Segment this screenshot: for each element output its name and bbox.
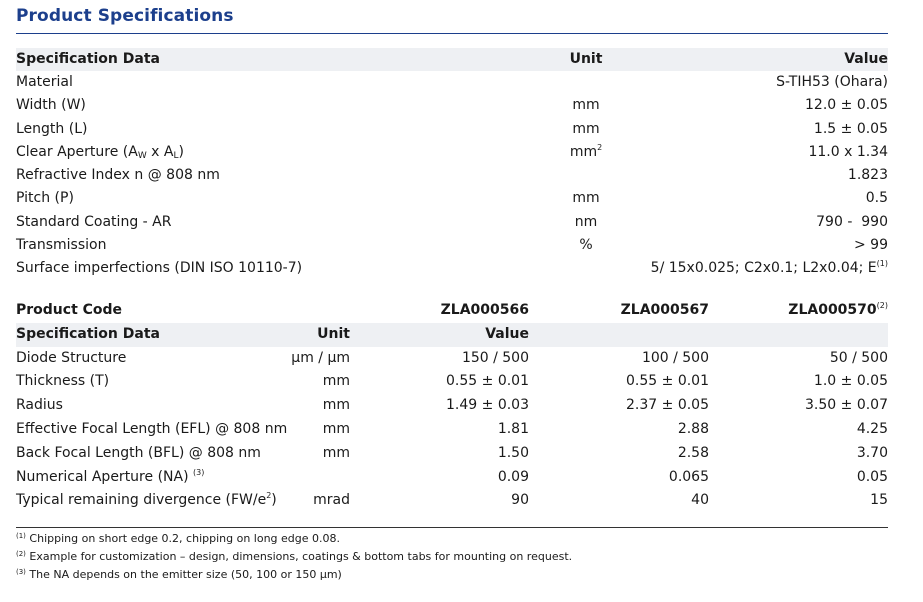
unit-superscript: 2 — [597, 143, 603, 152]
spec-label: Refractive Index n @ 808 nm — [16, 167, 220, 183]
product-row-divergence — [16, 489, 888, 512]
spec-value: 0.5 — [865, 190, 888, 206]
footnote-text: Chipping on short edge 0.2, chipping on long edge 0.08. — [29, 532, 341, 545]
product-row-efl — [16, 418, 888, 441]
product-unit: mm — [322, 421, 350, 437]
spec-value: 11.0 x 1.34 — [808, 144, 888, 160]
spec-row-pitch — [16, 187, 888, 210]
product-code-3 — [788, 299, 888, 322]
spec-value: 12.0 ± 0.05 — [805, 97, 888, 113]
title-divider — [16, 33, 888, 34]
product-unit: µm / µm — [291, 350, 350, 366]
product-label — [16, 489, 277, 512]
product-header-unit: Unit — [317, 326, 350, 342]
product-value-3: 15 — [870, 492, 888, 508]
footnote-mark: (1) — [16, 532, 26, 540]
footnote-text: Example for customization – design, dimensions, coatings & bottom tabs for mounting on request. — [29, 550, 573, 563]
spec-unit: % — [579, 237, 593, 253]
product-value-3: 1.0 ± 0.05 — [813, 373, 888, 389]
product-label — [16, 466, 204, 489]
product-row-na — [16, 466, 888, 489]
spec-label: Surface imperfections (DIN ISO 10110-7) — [16, 260, 303, 276]
footnotes-divider — [16, 527, 888, 528]
product-value-1: 0.55 ± 0.01 — [446, 373, 529, 389]
product-value-1: 1.49 ± 0.03 — [446, 397, 529, 413]
spec-row-surface — [16, 257, 888, 280]
unit-base: mm — [569, 144, 598, 160]
label-subscript-l: L — [173, 151, 179, 161]
spec-row-transmission — [16, 234, 888, 257]
product-code-row — [16, 299, 888, 322]
product-value-2: 0.065 — [668, 469, 709, 485]
label-part: Clear Aperture (A — [16, 144, 138, 160]
spec-value: 1.5 ± 0.05 — [813, 121, 888, 137]
product-header-label: Specification Data — [16, 326, 160, 342]
footnote-1 — [16, 532, 340, 546]
spec-unit: mm — [572, 97, 600, 113]
product-value-3: 3.50 ± 0.07 — [805, 397, 888, 413]
spec-header-row — [16, 48, 888, 71]
product-value-1: 150 / 500 — [461, 350, 529, 366]
product-value-2: 2.58 — [677, 445, 709, 461]
spec-header-label: Specification Data — [16, 51, 160, 67]
spec-label: Transmission — [16, 237, 107, 253]
product-code-1: ZLA000566 — [440, 302, 529, 318]
footnote-3 — [16, 568, 342, 582]
product-value-1: 1.81 — [497, 421, 529, 437]
product-value-3: 0.05 — [856, 469, 888, 485]
spec-row-clear-aperture — [16, 141, 888, 164]
spec-row-material — [16, 71, 888, 94]
label-text: Typical remaining divergence (FW/e — [16, 492, 267, 508]
footnote-ref-1: (1) — [876, 259, 888, 268]
footnote-mark: (3) — [16, 568, 26, 576]
code-text: ZLA000570 — [788, 302, 877, 318]
product-value-3: 3.70 — [856, 445, 888, 461]
product-value-2: 2.37 ± 0.05 — [626, 397, 709, 413]
spec-value: > 99 — [854, 237, 888, 253]
product-code-label: Product Code — [16, 302, 123, 318]
spec-unit: mm — [572, 121, 600, 137]
spec-label: Standard Coating - AR — [16, 214, 172, 230]
label-part: ) — [178, 144, 184, 160]
footnote-ref-3: (3) — [193, 468, 205, 477]
spec-unit: mm — [572, 190, 600, 206]
spec-unit — [536, 141, 636, 164]
product-unit: mm — [322, 373, 350, 389]
product-value-3: 50 / 500 — [829, 350, 888, 366]
spec-header-value: Value — [844, 51, 888, 67]
product-value-1: 0.09 — [497, 469, 529, 485]
product-value-2: 100 / 500 — [641, 350, 709, 366]
product-value-2: 40 — [691, 492, 709, 508]
spec-unit: nm — [574, 214, 598, 230]
footnote-2 — [16, 550, 572, 564]
product-label: Diode Structure — [16, 350, 127, 366]
product-value-2: 2.88 — [677, 421, 709, 437]
label-subscript-w: W — [137, 151, 147, 161]
value-text: 5/ 15x0.025; C2x0.1; L2x0.04; E — [650, 260, 877, 276]
product-value-2: 0.55 ± 0.01 — [626, 373, 709, 389]
spec-row-width — [16, 94, 888, 117]
product-label: Thickness (T) — [16, 373, 110, 389]
spec-label — [16, 141, 184, 164]
product-label: Back Focal Length (BFL) @ 808 nm — [16, 445, 261, 461]
product-value-1: 1.50 — [497, 445, 529, 461]
product-code-2: ZLA000567 — [620, 302, 709, 318]
spec-value: 1.823 — [847, 167, 888, 183]
spec-header-unit: Unit — [569, 51, 603, 67]
spec-label: Width (W) — [16, 97, 86, 113]
product-label: Radius — [16, 397, 63, 413]
product-row-diode — [16, 347, 888, 370]
footnote-text: The NA depends on the emitter size (50, 100 or 150 µm) — [29, 568, 342, 581]
product-value-1: 90 — [511, 492, 529, 508]
spec-value: S-TIH53 (Ohara) — [776, 74, 888, 90]
spec-value — [651, 257, 888, 280]
label-superscript: 2 — [266, 491, 272, 500]
label-text: ) — [271, 492, 277, 508]
product-header-value: Value — [485, 326, 529, 342]
product-unit: mm — [322, 445, 350, 461]
spec-label: Material — [16, 74, 73, 90]
product-row-radius — [16, 394, 888, 417]
product-row-bfl — [16, 442, 888, 465]
spec-row-coating — [16, 211, 888, 234]
footnote-ref-2: (2) — [876, 301, 888, 310]
spec-row-refractive-index — [16, 164, 888, 187]
label-text: Numerical Aperture (NA) — [16, 469, 189, 485]
product-row-thickness — [16, 370, 888, 393]
product-header-row — [16, 323, 888, 346]
spec-value: 790 - 990 — [816, 214, 888, 230]
product-label: Effective Focal Length (EFL) @ 808 nm — [16, 421, 288, 437]
product-value-3: 4.25 — [856, 421, 888, 437]
page-title: Product Specifications — [16, 6, 234, 26]
product-unit: mrad — [313, 492, 350, 508]
spec-label: Pitch (P) — [16, 190, 74, 206]
spec-row-length — [16, 118, 888, 141]
footnote-mark: (2) — [16, 550, 26, 558]
spec-label: Length (L) — [16, 121, 88, 137]
product-unit: mm — [322, 397, 350, 413]
label-part: x A — [146, 144, 174, 160]
